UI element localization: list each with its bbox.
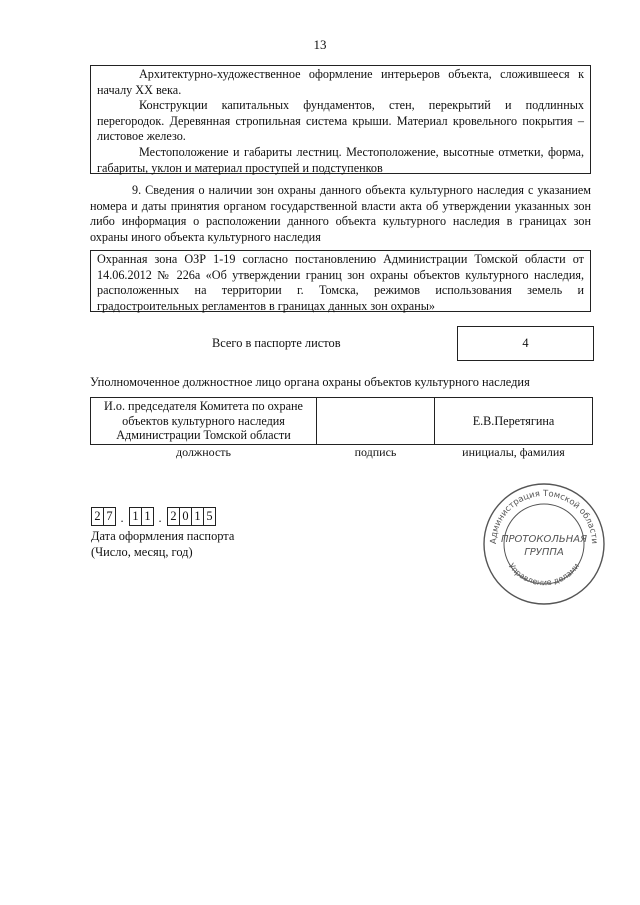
date-digit: 0 (179, 507, 192, 526)
signature-caption: подпись (317, 445, 435, 460)
stamp-outer-text: Администрация Томской области (488, 488, 600, 545)
protection-zone-text: Охранная зона ОЗР 1-19 согласно постановлению Администрации Томской области от 14.06.2012 № 226а «Об утверждении границ зон охраны объектов культурного наследия, расположенных на территории г. Томска, режимов использования земель и градостроительных регламентов в границах данных зон охраны» (97, 252, 584, 313)
protection-subject-box (90, 65, 591, 174)
date-digit: 1 (129, 507, 142, 526)
date-digit: 5 (203, 507, 216, 526)
total-sheets-label: Всего в паспорте листов (212, 336, 341, 350)
name-cell: Е.В.Перетягина (435, 398, 593, 445)
position-cell: И.о. председателя Комитета по охране объектов культурного наследия Администрации Томской области (91, 398, 317, 445)
signature-cell (317, 398, 435, 445)
official-heading: Уполномоченное должностное лицо органа охраны объектов культурного наследия (90, 375, 530, 389)
constructions-paragraph: Конструкции капитальных фундаментов, стен, перекрытий и подлинных перегородок. Деревянная стропильная система крыши. Материал кровельного покрытия – листовое железо. (97, 98, 584, 144)
stamp-center-line1: ПРОТОКОЛЬНАЯ (500, 534, 588, 545)
official-stamp (482, 482, 606, 606)
date-separator: . (120, 511, 124, 525)
stamp-center-line2: ГРУППА (524, 547, 564, 558)
date-separator: . (158, 511, 162, 525)
protection-zone-box (90, 250, 591, 312)
total-sheets-value: 4 (522, 336, 529, 350)
total-sheets-box (457, 326, 594, 361)
name-caption: инициалы, фамилия (435, 445, 593, 460)
stamp-bottom-text: Управление делами (506, 561, 582, 588)
date-digit: 1 (191, 507, 204, 526)
interior-paragraph: Архитектурно-художественное оформление интерьеров объекта, сложившееся к началу XX века. (97, 67, 584, 97)
issue-date (91, 507, 215, 526)
page-number: 13 (313, 37, 327, 52)
date-digit: 7 (103, 507, 116, 526)
position-caption: должность (91, 445, 317, 460)
svg-text:Управление делами (507, 562, 581, 588)
signature-table (90, 397, 593, 459)
date-caption: Дата оформления паспорта (Число, месяц, год) (91, 529, 235, 559)
date-digit: 2 (91, 507, 104, 526)
date-digit: 1 (141, 507, 154, 526)
stairs-paragraph: Местоположение и габариты лестниц. Местоположение, высотные отметки, форма, габариты, уклон и материал проступей и подступенков (97, 144, 584, 175)
section-9-heading: 9. Сведения о наличии зон охраны данного объекта культурного наследия с указанием номера и даты принятия органом государственной власти акта об утверждении указанных зон либо информация о расположении данного объекта культурного наследия в границах зон охраны иного объекта культурного наследия (90, 183, 591, 244)
date-digit: 2 (167, 507, 180, 526)
